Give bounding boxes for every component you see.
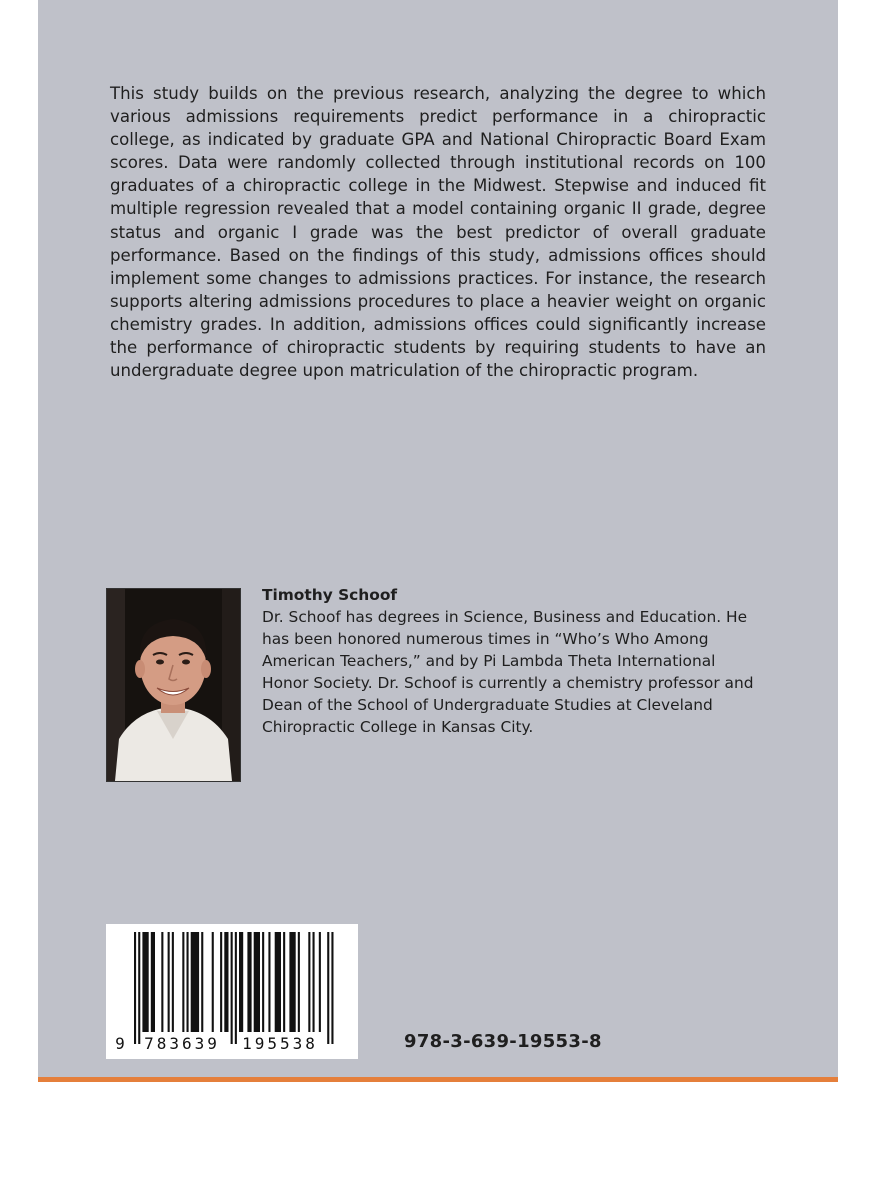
barcode-bar xyxy=(262,932,264,1032)
barcode-bar xyxy=(151,932,155,1032)
barcode-bar xyxy=(319,932,321,1032)
barcode-bar xyxy=(187,932,189,1032)
barcode-bar xyxy=(247,932,251,1032)
barcode-bar xyxy=(308,932,310,1032)
barcode-bar xyxy=(289,932,295,1032)
author-bio: Dr. Schoof has degrees in Science, Business and Education. He has been honored numerous times in “Who’s Who Among American Teachers,” and by Pi Lambda Theta International Honor Society. Dr. Schoof is currently a chemistry professor and Dean of the School of Undergraduate Studies at Cleveland Chiropractic College in Kansas City. xyxy=(262,608,754,736)
barcode-bar xyxy=(331,932,333,1044)
author-name: Timothy Schoof xyxy=(262,586,398,604)
barcode-bar xyxy=(212,932,214,1032)
barcode-bar xyxy=(201,932,203,1032)
barcode-bar xyxy=(138,932,140,1044)
author-photo xyxy=(106,588,241,782)
barcode-bar xyxy=(168,932,170,1032)
barcode-bar xyxy=(220,932,222,1032)
barcode-bar xyxy=(313,932,315,1032)
book-description: This study builds on the previous research, analyzing the degree to which various admissions requirements predict performance in a chiropractic college, as indicated by graduate GPA and National Chiropractic Board Exam scores. Data were randomly collected through institutional records on 100 graduates of a chiropractic college in the Midwest. Stepwise and induced fit multiple regression revealed that a model containing organic II grade, degree status and organic I grade was the best predictor of overall graduate performance. Based on the findings of this study, admissions offices should implement some changes to admissions practices. For instance, the research supports altering admissions procedures to place a heavier weight on organic chemistry grades. In addition, admissions offices could significantly increase the performance of chiropractic students by requiring students to have an undergraduate degree upon matriculation of the chiropractic program. xyxy=(110,84,766,381)
barcode-bar xyxy=(254,932,260,1032)
barcode-lead-digit: 9 xyxy=(115,1034,125,1053)
barcode-bar xyxy=(235,932,237,1044)
isbn-number: 978-3-639-19553-8 xyxy=(404,1031,602,1052)
barcode-right-digits: 195538 xyxy=(242,1034,318,1053)
barcode-bar xyxy=(142,932,148,1032)
barcode-bar xyxy=(231,932,233,1044)
barcode-bars xyxy=(134,932,334,1044)
barcode-graphic xyxy=(106,924,358,1059)
barcode-bar xyxy=(134,932,136,1044)
orange-accent-bar xyxy=(38,1077,838,1082)
barcode-bar xyxy=(191,932,199,1032)
barcode-bar xyxy=(172,932,174,1032)
barcode-bar xyxy=(283,932,285,1032)
barcode-bar xyxy=(239,932,243,1032)
barcode-bar xyxy=(327,932,329,1044)
barcode-bar xyxy=(268,932,270,1032)
barcode-bar xyxy=(161,932,163,1032)
barcode-bar xyxy=(224,932,228,1032)
barcode-left-digits: 783639 xyxy=(144,1034,220,1053)
author-portrait-image xyxy=(107,589,240,781)
barcode-bar xyxy=(182,932,184,1032)
barcode xyxy=(106,924,358,1059)
barcode-bar xyxy=(298,932,300,1032)
barcode-bar xyxy=(275,932,281,1032)
